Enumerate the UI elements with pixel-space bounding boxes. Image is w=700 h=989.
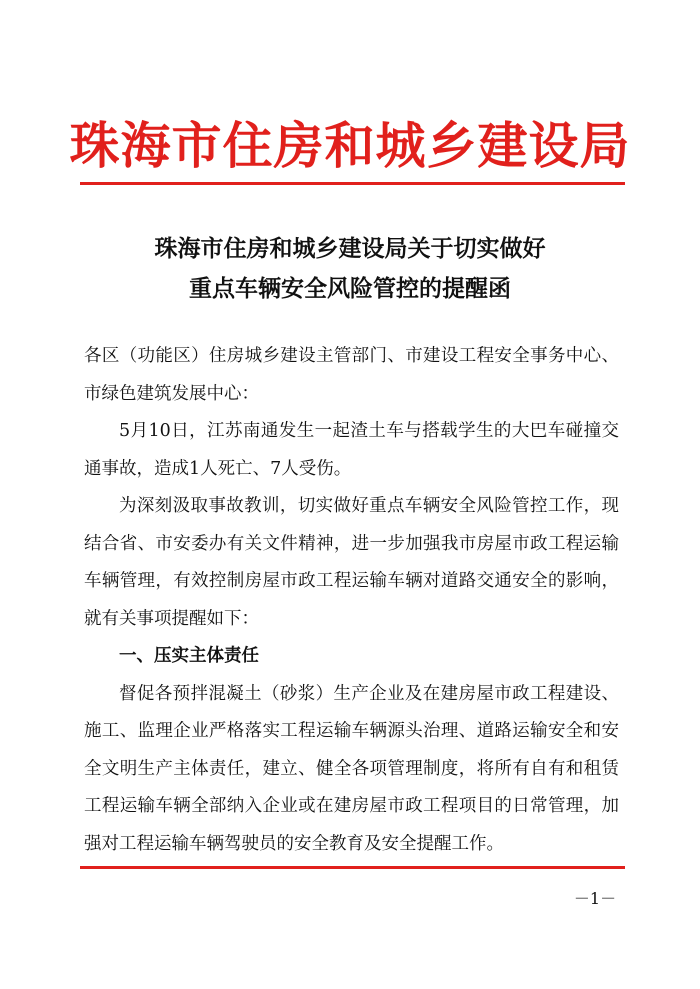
document-title-line-2: 重点车辆安全风险管控的提醒函 <box>189 275 511 302</box>
salutation: 各区（功能区）住房城乡建设主管部门、市建设工程安全事务中心、市绿色建筑发展中心： <box>84 346 619 404</box>
red-divider-bottom <box>80 866 625 869</box>
document-body <box>84 338 619 863</box>
paragraph-purpose: 为深刻汲取事故教训，切实做好重点车辆安全风险管控工作，现结合省、市安委办有关文件精神，进一步加强我市房屋市政工程运输车辆管理，有效控制房屋市政工程运输车辆对道路交通安全的影响，就有关事项提醒如下： <box>84 496 619 629</box>
red-divider-top <box>80 182 625 185</box>
section-1-text: 督促各预拌混凝土（砂浆）生产企业及在建房屋市政工程建设、施工、监理企业严格落实工程运输车辆源头治理、道路运输安全和安全文明生产主体责任，建立、健全各项管理制度，将所有自有和租赁工程运输车辆全部纳入企业或在建房屋市政工程项目的日常管理，加强对工程运输车辆驾驶员的安全教育及安全提醒工作。 <box>84 683 619 854</box>
document-title-line-1: 珠海市住房和城乡建设局关于切实做好 <box>154 235 546 262</box>
letterhead-title: 珠海市住房和城乡建设局 <box>69 116 631 175</box>
paragraph-incident: 5月10日，江苏南通发生一起渣土车与搭载学生的大巴车碰撞交通事故，造成1人死亡、7人受伤。 <box>84 421 619 479</box>
section-heading-1: 一、压实主体责任 <box>119 646 259 666</box>
page-number: －1－ <box>573 889 617 908</box>
